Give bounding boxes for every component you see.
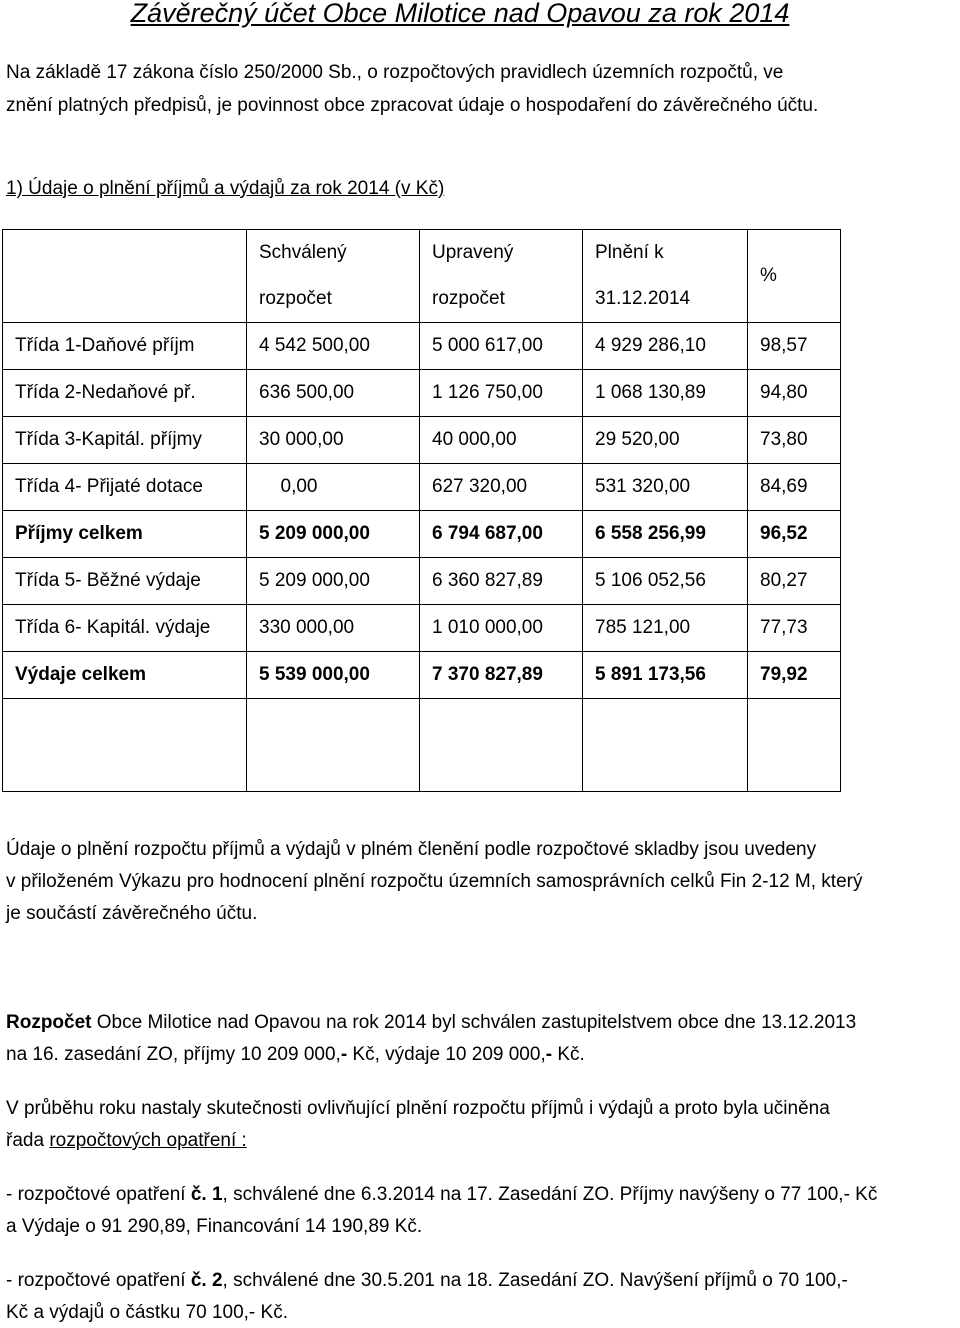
row-percent: 98,57 — [748, 323, 841, 370]
row-actual: 5 106 052,56 — [583, 558, 748, 605]
row-adjusted: 6 360 827,89 — [420, 558, 583, 605]
section-heading: 1) Údaje o plnění příjmů a výdajů za rok 2014 (v Kč) — [6, 178, 445, 199]
row-label: Příjmy celkem — [3, 511, 247, 558]
budget-dash: - — [545, 1044, 553, 1065]
row-actual: 785 121,00 — [583, 605, 748, 652]
table-row — [3, 464, 841, 511]
row-adjusted: 6 794 687,00 — [420, 511, 583, 558]
row-approved: 30 000,00 — [247, 417, 420, 464]
table-row-total-income — [3, 511, 841, 558]
measure-1-text: , schválené dne 6.3.2014 na 17. Zasedání ZO. Příjmy navýšeny o 77 100,- Kč — [222, 1184, 878, 1205]
row-label: Třída 4- Přijaté dotace — [3, 464, 247, 511]
row-label: Třída 5- Běžné výdaje — [3, 558, 247, 605]
row-label: Třída 2-Nedaňové př. — [3, 370, 247, 417]
header-approved-line1: Schválený — [259, 242, 347, 263]
table-row — [3, 370, 841, 417]
row-adjusted: 7 370 827,89 — [420, 652, 583, 699]
measure-2-text: - rozpočtové opatření — [6, 1270, 191, 1291]
header-actual — [583, 230, 748, 323]
table-row — [3, 558, 841, 605]
table-row — [3, 417, 841, 464]
measure-2-line-1 — [6, 1265, 954, 1296]
empty-cell — [420, 699, 583, 792]
budget-dash: - — [340, 1044, 348, 1065]
measure-1-number: č. 1 — [190, 1184, 223, 1205]
budget-line-2-text: na 16. zasedání ZO, příjmy 10 209 000, — [6, 1044, 341, 1065]
row-adjusted: 627 320,00 — [420, 464, 583, 511]
row-percent: 77,73 — [748, 605, 841, 652]
row-percent: 84,69 — [748, 464, 841, 511]
row-actual: 1 068 130,89 — [583, 370, 748, 417]
empty-cell — [583, 699, 748, 792]
header-percent-line1: % — [760, 265, 777, 286]
budget-line-2 — [6, 1039, 954, 1070]
row-approved: 636 500,00 — [247, 370, 420, 417]
header-approved — [247, 230, 420, 323]
course-underlined-text: rozpočtových opatření : — [49, 1130, 247, 1151]
measure-1-text: - rozpočtové opatření — [6, 1184, 191, 1205]
row-percent: 73,80 — [748, 417, 841, 464]
row-approved: 5 539 000,00 — [247, 652, 420, 699]
row-approved: 5 209 000,00 — [247, 558, 420, 605]
header-adjusted-line1: Upravený — [432, 242, 514, 263]
measure-1-line-2: a Výdaje o 91 290,89, Financování 14 190,89 Kč. — [6, 1216, 423, 1237]
budget-line-2-text: Kč, výdaje 10 209 000, — [347, 1044, 546, 1065]
row-percent: 80,27 — [748, 558, 841, 605]
row-actual: 5 891 173,56 — [583, 652, 748, 699]
row-actual: 531 320,00 — [583, 464, 748, 511]
budget-line-1 — [6, 1007, 954, 1038]
course-line-2 — [6, 1125, 954, 1156]
row-label: Výdaje celkem — [3, 652, 247, 699]
course-line-2-text: řada — [6, 1130, 50, 1151]
row-label: Třída 3-Kapitál. příjmy — [3, 417, 247, 464]
measure-1-line-1 — [6, 1179, 954, 1210]
header-percent — [748, 230, 841, 323]
row-label: Třída 1-Daňové příjm — [3, 323, 247, 370]
table-row — [3, 323, 841, 370]
header-actual-line2: 31.12.2014 — [595, 288, 691, 309]
budget-bold-word: Rozpočet — [6, 1012, 92, 1033]
row-approved: 0,00 — [247, 464, 420, 511]
measure-2-number: č. 2 — [190, 1270, 223, 1291]
header-actual-line1: Plnění k — [595, 242, 664, 263]
course-line-1: V průběhu roku nastaly skutečnosti ovlivňující plnění rozpočtu příjmů i výdajů a proto byla učiněna — [6, 1098, 830, 1119]
intro-line-1: Na základě 17 zákona číslo 250/2000 Sb., o rozpočtových pravidlech územních rozpočtů, ve — [6, 62, 784, 83]
row-approved: 5 209 000,00 — [247, 511, 420, 558]
table-header-row — [3, 230, 841, 323]
header-adjusted-line2: rozpočet — [432, 288, 505, 309]
row-approved: 4 542 500,00 — [247, 323, 420, 370]
row-adjusted: 5 000 617,00 — [420, 323, 583, 370]
table-row-total-expenses — [3, 652, 841, 699]
budget-line-1-text: Obce Milotice nad Opavou na rok 2014 byl schválen zastupitelstvem obce dne 13.12.2013 — [91, 1012, 857, 1033]
intro-line-2: znění platných předpisů, je povinnost obce zpracovat údaje o hospodaření do závěrečného účtu. — [6, 95, 819, 116]
budget-line-2-text: Kč. — [552, 1044, 585, 1065]
row-adjusted: 40 000,00 — [420, 417, 583, 464]
detail-line-2: v přiloženém Výkazu pro hodnocení plnění rozpočtu územních samosprávních celků Fin 2-12 M, který — [6, 871, 863, 892]
row-actual: 4 929 286,10 — [583, 323, 748, 370]
row-percent: 94,80 — [748, 370, 841, 417]
row-adjusted: 1 010 000,00 — [420, 605, 583, 652]
row-percent: 79,92 — [748, 652, 841, 699]
measure-2-line-2: Kč a výdajů o částku 70 100,- Kč. — [6, 1302, 288, 1323]
empty-cell — [247, 699, 420, 792]
table-row — [3, 605, 841, 652]
document-title: Závěrečný účet Obce Milotice nad Opavou za rok 2014 — [130, 0, 790, 28]
row-actual: 29 520,00 — [583, 417, 748, 464]
measure-2-text: , schválené dne 30.5.201 na 18. Zasedání ZO. Navýšení příjmů o 70 100,- — [222, 1270, 848, 1291]
table-empty-row — [3, 699, 841, 792]
row-percent: 96,52 — [748, 511, 841, 558]
detail-line-1: Údaje o plnění rozpočtu příjmů a výdajů v plném členění podle rozpočtové skladby jsou uvedeny — [6, 839, 817, 860]
row-actual: 6 558 256,99 — [583, 511, 748, 558]
detail-line-3: je součástí závěrečného účtu. — [6, 903, 258, 924]
empty-cell — [3, 699, 247, 792]
budget-table — [2, 229, 841, 792]
row-approved: 330 000,00 — [247, 605, 420, 652]
empty-cell — [748, 699, 841, 792]
row-label: Třída 6- Kapitál. výdaje — [3, 605, 247, 652]
header-adjusted — [420, 230, 583, 323]
header-approved-line2: rozpočet — [259, 288, 332, 309]
header-empty-cell — [3, 230, 247, 323]
row-adjusted: 1 126 750,00 — [420, 370, 583, 417]
